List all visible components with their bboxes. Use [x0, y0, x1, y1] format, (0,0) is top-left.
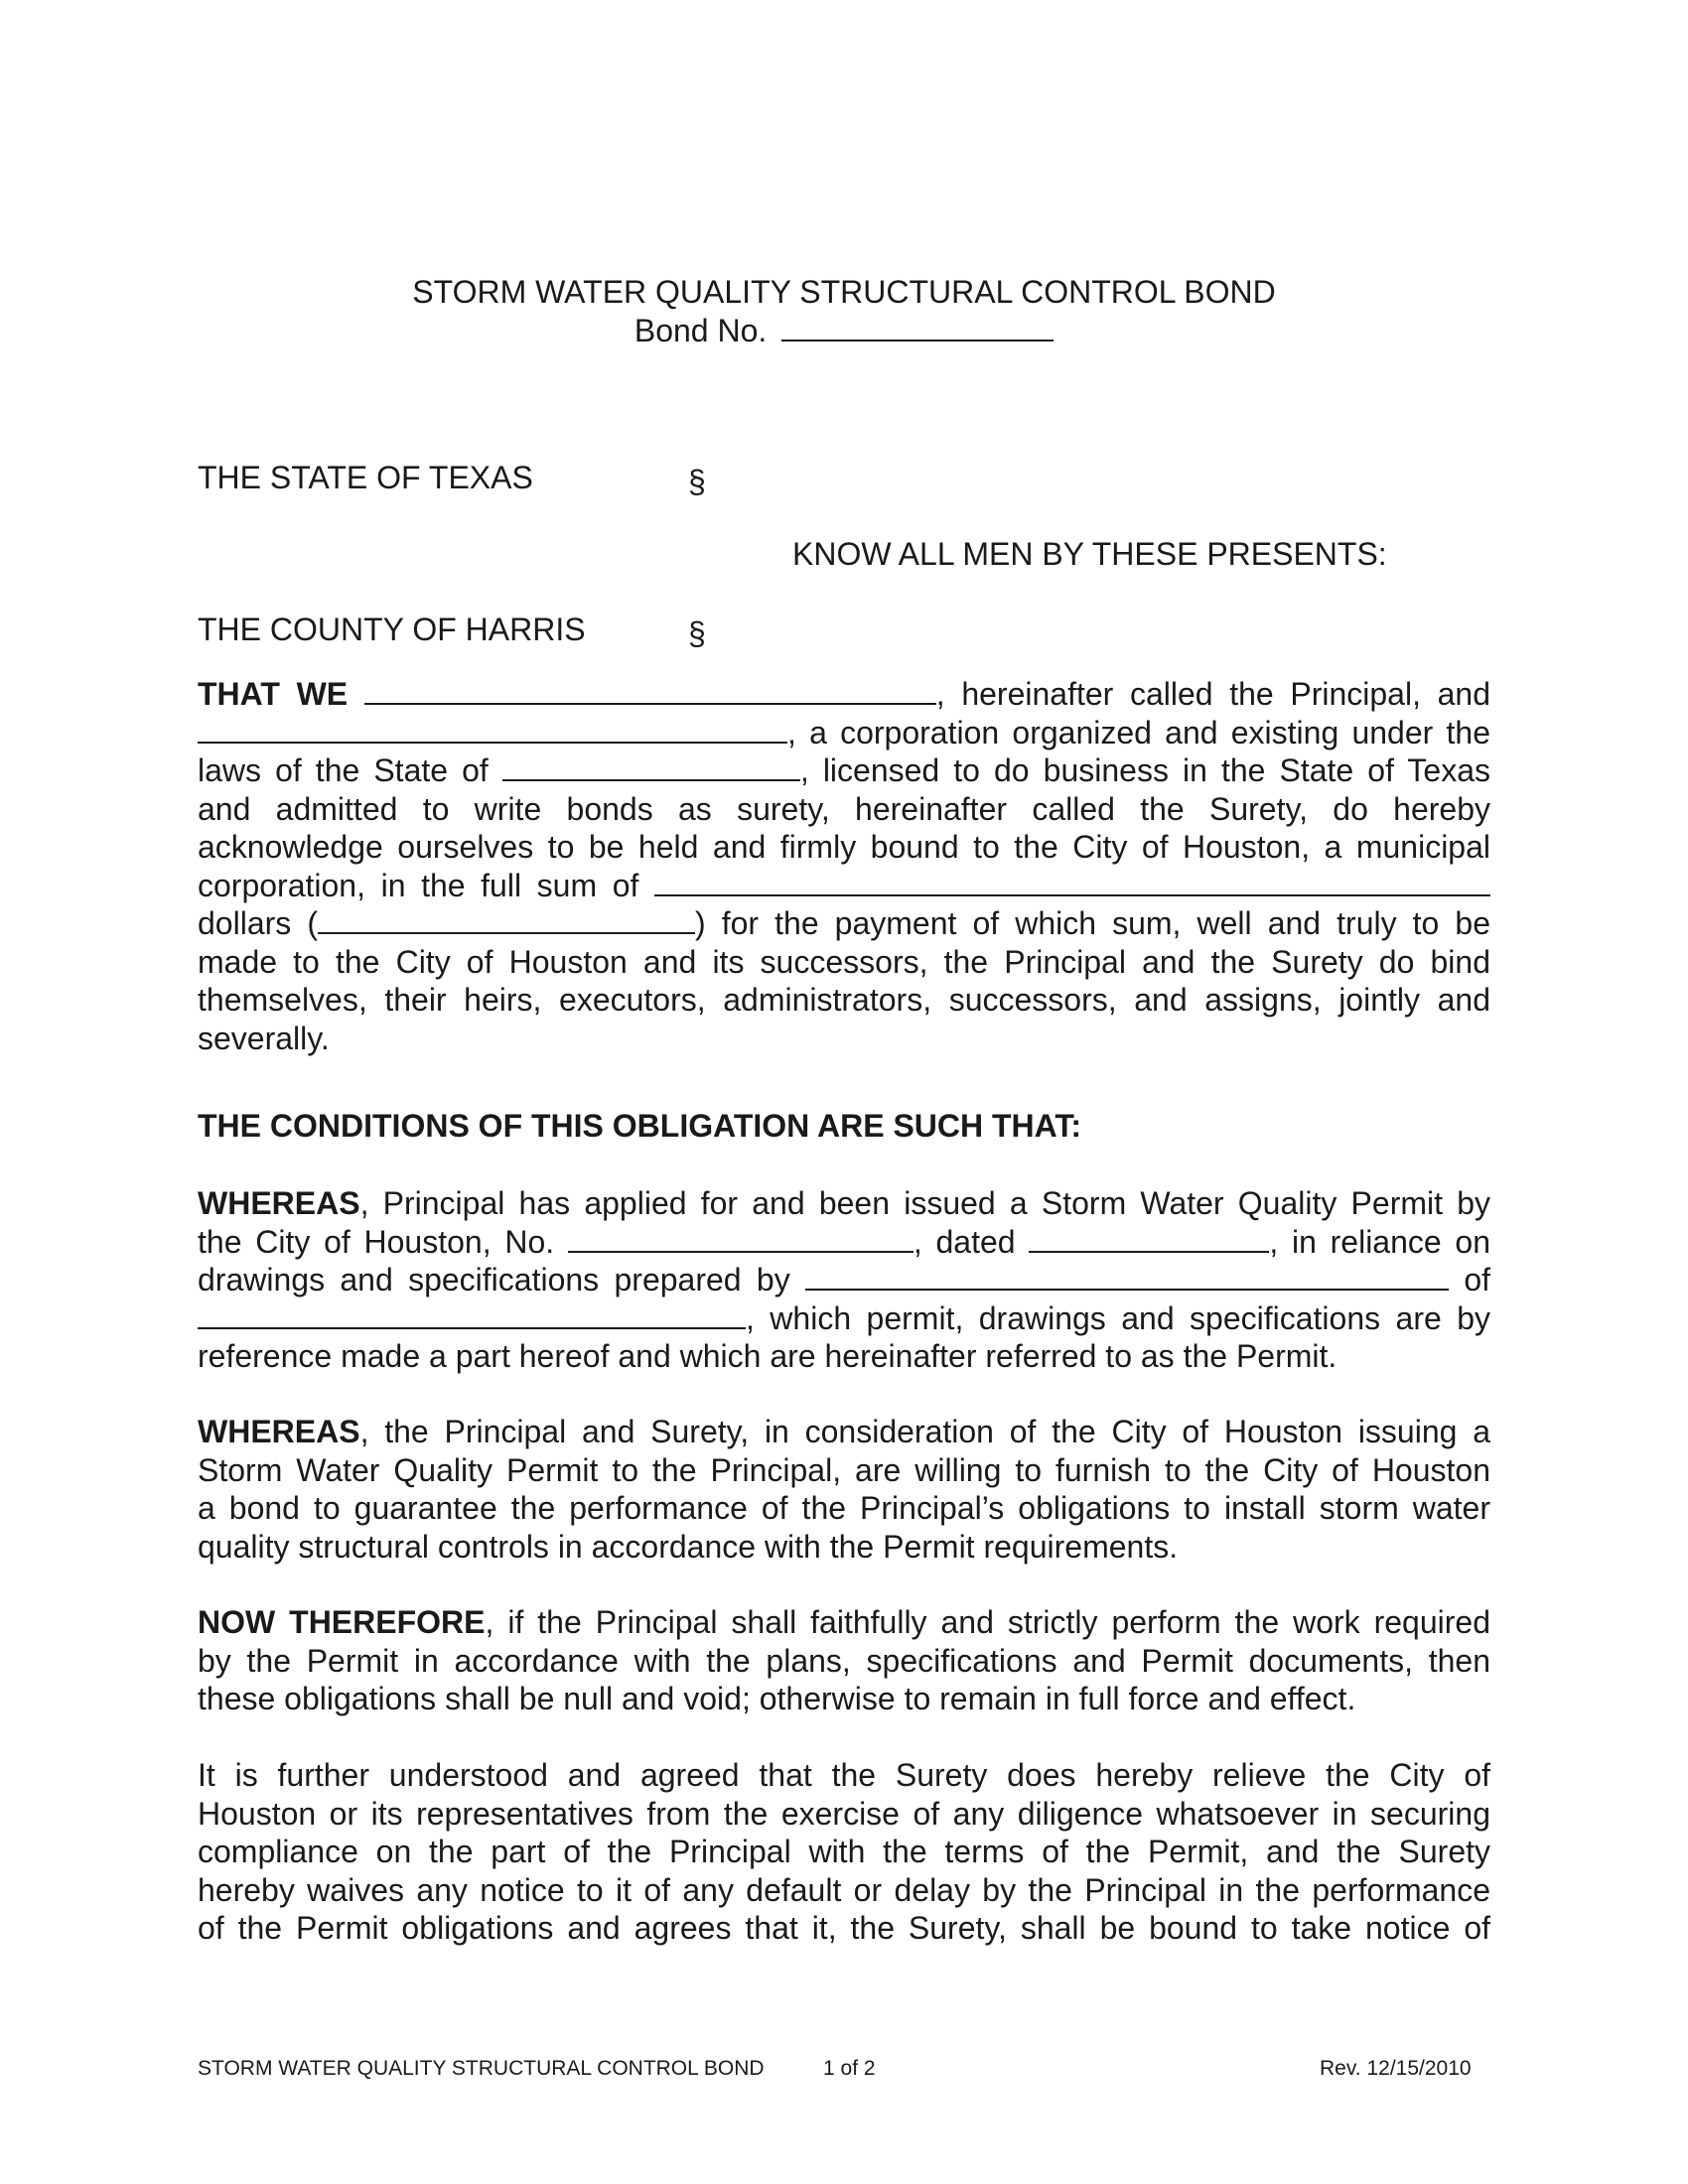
whereas2-line-1: WHEREAS, the Principal and Surety, in consideration of the City of Houston issuing a [198, 1414, 1490, 1449]
obligation-line-2: , a corporation organized and existing under the [198, 714, 1490, 752]
section-mark-state: § [688, 464, 706, 499]
obligation-line-7: dollars ( ) for the payment of which sum, well and truly to be [198, 905, 1491, 941]
obligation-line-10: severally. [198, 1020, 330, 1056]
obligation-line-9: themselves, their heirs, executors, administrators, successors, and assigns, jointly and [198, 982, 1490, 1018]
bond-number-line [0, 312, 1688, 349]
bond-number-blank[interactable] [781, 312, 1054, 341]
obligation-line-4: and admitted to write bonds as surety, hereinafter called the Surety, do hereby [198, 790, 1490, 827]
conditions-heading: THE CONDITIONS OF THIS OBLIGATION ARE SUCH THAT: [198, 1108, 1082, 1144]
footer-page-number: 1 of 2 [823, 2057, 876, 2080]
section-mark-county: § [688, 615, 706, 651]
further-line-4: hereby waives any notice to it of any default or delay by the Principal in the performance [198, 1871, 1490, 1908]
principal-name-blank[interactable] [364, 675, 936, 705]
obligation-line-5: acknowledge ourselves to be held and firmly bound to the City of Houston, a municipal [198, 829, 1490, 865]
whereas-paragraph-1 [198, 1184, 1490, 1376]
further-paragraph [198, 1756, 1490, 1948]
obligation-line-3: laws of the State of , licensed to do business in the State of Texas [198, 752, 1491, 788]
whereas2-line-3: a bond to guarantee the performance of the Principal’s obligations to install storm water [198, 1490, 1490, 1526]
permit-number-blank[interactable] [568, 1223, 914, 1253]
whereas2-line-2: Storm Water Quality Permit to the Principal, are willing to furnish to the City of Houston [198, 1451, 1490, 1488]
that-we-label: THAT WE [198, 676, 349, 712]
preparer-firm-blank[interactable] [198, 1299, 746, 1329]
whereas1-line-2: the City of Houston, No. , dated , in reliance on [198, 1223, 1491, 1260]
whereas1-line-5: reference made a part hereof and which are hereinafter referred to as the Permit. [198, 1338, 1337, 1374]
state-of-incorporation-blank[interactable] [502, 751, 800, 781]
full-sum-amount-blank[interactable] [318, 904, 695, 934]
further-line-2: Houston or its representatives from the exercise of any diligence whatsoever in securing [198, 1795, 1490, 1832]
whereas1-line-1: WHEREAS, Principal has applied for and been issued a Storm Water Quality Permit by [198, 1185, 1490, 1221]
know-all-men: KNOW ALL MEN BY THESE PRESENTS: [792, 536, 1387, 572]
prepared-by-blank[interactable] [805, 1261, 1449, 1291]
footer-revision: Rev. 12/15/2010 [1320, 2057, 1472, 2080]
further-line-5: of the Permit obligations and agrees that it, the Surety, shall be bound to take notice of [198, 1910, 1490, 1946]
whereas1-line-3: drawings and specifications prepared by of [198, 1262, 1490, 1297]
footer-document-title: STORM WATER QUALITY STRUCTURAL CONTROL BOND [198, 2057, 765, 2080]
obligation-line-1: THAT WE , hereinafter called the Principal, and [198, 676, 1491, 712]
now-therefore-line-3: these obligations shall be null and void; otherwise to remain in full force and effect. [198, 1681, 1356, 1716]
document-title: STORM WATER QUALITY STRUCTURAL CONTROL BOND [412, 274, 1276, 310]
now-therefore-paragraph [198, 1603, 1490, 1718]
permit-date-blank[interactable] [1029, 1223, 1269, 1253]
county-caption: THE COUNTY OF HARRIS [198, 612, 586, 647]
full-sum-words-blank[interactable] [654, 867, 1490, 896]
whereas-paragraph-2 [198, 1413, 1490, 1566]
surety-name-blank[interactable] [198, 714, 787, 744]
further-line-1: It is further understood and agreed that the Surety does hereby relieve the City of [198, 1757, 1490, 1793]
bond-number-label: Bond No. [633, 313, 768, 348]
state-caption: THE STATE OF TEXAS [198, 460, 533, 495]
whereas2-line-4: quality structural controls in accordance with the Permit requirements. [198, 1528, 1179, 1565]
whereas1-line-4: , which permit, drawings and specifications are by [198, 1299, 1490, 1338]
obligation-line-6: corporation, in the full sum of [198, 867, 1490, 905]
now-therefore-line-2: by the Permit in accordance with the plans, specifications and Permit documents, then [198, 1642, 1490, 1679]
further-line-3: compliance on the part of the Principal with the terms of the Permit, and the Surety [198, 1834, 1490, 1869]
obligation-paragraph [198, 675, 1490, 1057]
now-therefore-line-1: NOW THEREFORE, if the Principal shall faithfully and strictly perform the work required [198, 1604, 1491, 1640]
obligation-line-8: made to the City of Houston and its successors, the Principal and the Surety do bind [198, 943, 1490, 980]
